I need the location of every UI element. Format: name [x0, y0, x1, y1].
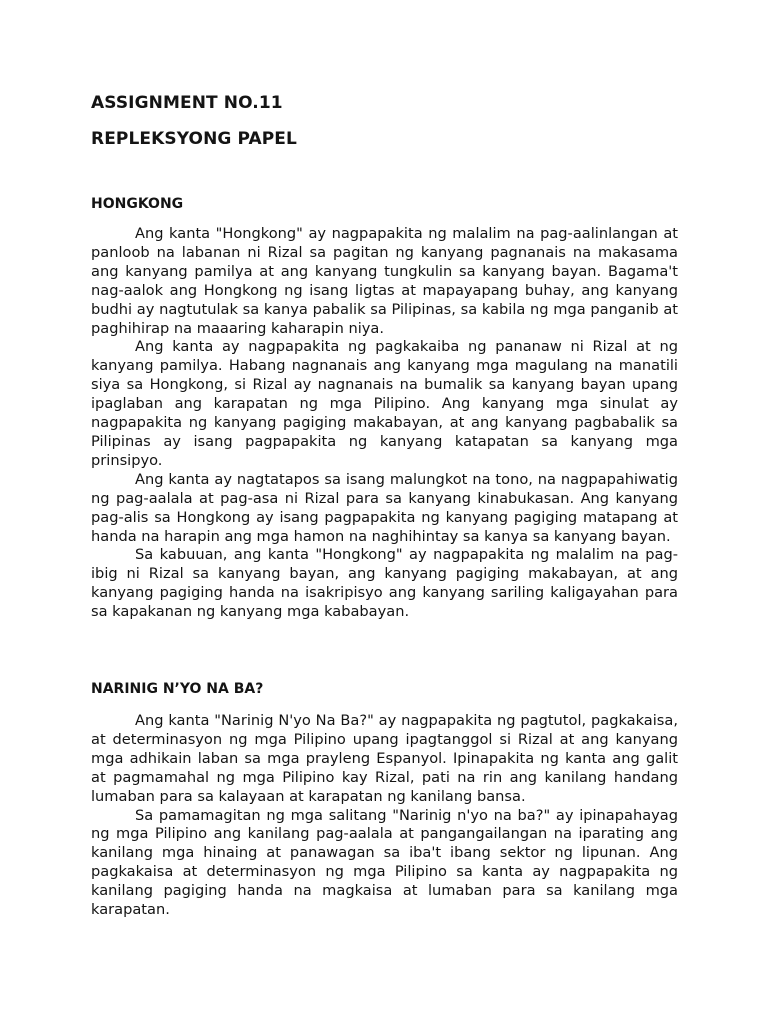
paragraph: Ang kanta ay nagtatapos sa isang malungkot na tono, na nagpapahiwatig ng pag-aalala at pag-asa ni Rizal para sa kanyang kinabukasan. Ang kanyang pag-alis sa Hongkong ay isang pagpapakita ng kanyang pagiging matapang at handa na harapin ang mga hamon na naghihintay sa kanya sa kanyang bayan. [91, 470, 678, 545]
assignment-number: ASSIGNMENT NO.11 [91, 93, 283, 113]
section-narinig-nyo-na-ba [91, 712, 678, 920]
section-heading-narinig-nyo-na-ba: NARINIG N’YO NA BA? [91, 681, 264, 697]
paper-title: REPLEKSYONG PAPEL [91, 129, 297, 149]
section-heading-hongkong: HONGKONG [91, 196, 184, 212]
paragraph: Ang kanta ay nagpapakita ng pagkakaiba ng pananaw ni Rizal at ng kanyang pamilya. Habang nagnanais ang kanyang mga magulang na manatili siya sa Hongkong, si Rizal ay nagnanais na bumalik sa kanyang bayan upang ipaglaban ang karapatan ng mga Pilipino. Ang kanyang mga sinulat ay nagpapakita ng kanyang pagiging makabayan, at ang kanyang pagbabalik sa Pilipinas ay isang pagpapakita ng kanyang katapatan sa kanyang mga prinsipyo. [91, 338, 678, 469]
paragraph: Sa pamamagitan ng mga salitang "Narinig n'yo na ba?" ay ipinapahayag ng mga Pilipino ang kanilang pag-aalala at pangangailangan na iparating ang kanilang mga hinaing at panawagan sa iba't ibang sektor ng lipunan. Ang pagkakaisa at determinasyon ng mga Pilipino sa kanta ay nagpapakita ng kanilang pagiging handa na magkaisa at lumaban para sa kanilang mga karapatan. [91, 806, 678, 919]
paragraph: Ang kanta "Narinig N'yo Na Ba?" ay nagpapakita ng pagtutol, pagkakaisa, at determinasyon ng mga Pilipino upang ipagtanggol si Rizal at ang kanyang mga adhikain laban sa mga prayleng Espanyol. Ipinapakita ng kanta ang galit at pagmamahal ng mga Pilipino kay Rizal, pati na rin ang kanilang handang lumaban para sa kalayaan at karapatan ng kanilang bansa. [91, 712, 678, 805]
section-hongkong [91, 225, 678, 622]
paragraph: Ang kanta "Hongkong" ay nagpapakita ng malalim na pag-aalinlangan at panloob na labanan ni Rizal sa pagitan ng kanyang pagnanais na makasama ang kanyang pamilya at ang kanyang tungkulin sa kanyang bayan. Bagama't nag-aalok ang Hongkong ng isang ligtas at mapayapang buhay, ang kanyang budhi ay nagtutulak sa kanya pabalik sa Pilipinas, sa kabila ng mga panganib at paghihirap na maaaring kaharapin niya. [91, 225, 678, 337]
paragraph: Sa kabuuan, ang kanta "Hongkong" ay nagpapakita ng malalim na pag-ibig ni Rizal sa kanyang bayan, ang kanyang pagiging makabayan, at ang kanyang pagiging handa na isakripisyo ang kanyang sariling kaligayahan para sa kapakanan ng kanyang mga kababayan. [91, 546, 678, 621]
